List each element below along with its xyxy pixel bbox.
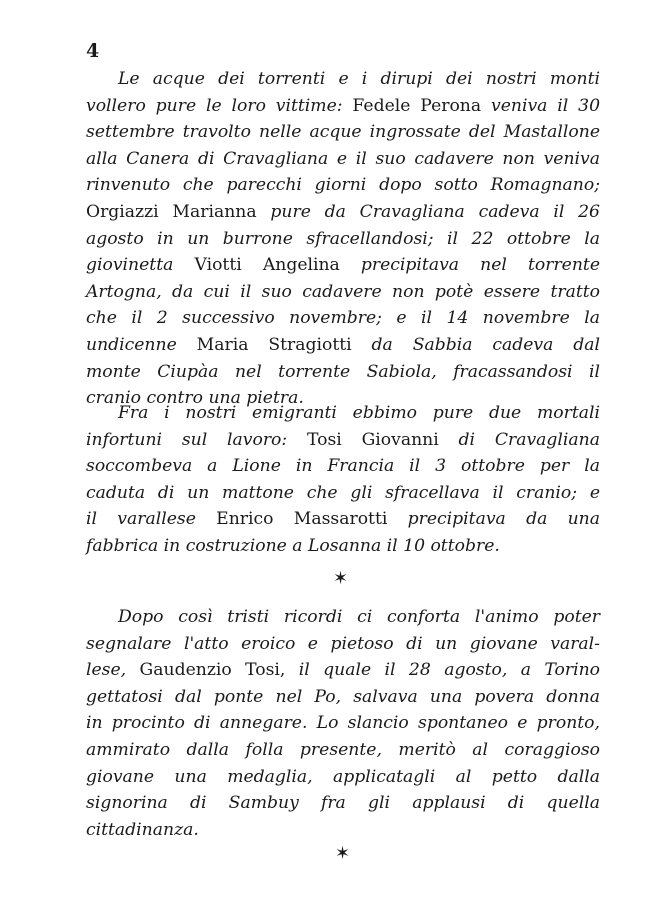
text-segment: caduta di un mattone che gli sfracellava il cranio; e [86, 482, 600, 503]
text-line [86, 631, 600, 658]
text-segment: in procinto di annegare. Lo slancio spontaneo e pronto, [86, 713, 600, 734]
text-line [86, 199, 600, 226]
text-line [86, 400, 600, 427]
text-segment: Dopo così tristi ricordi ci conforta l'animo poter [118, 607, 600, 627]
person-name: Enrico Massarotti [216, 509, 388, 530]
text-segment: vollero pure le loro vittime: [86, 95, 353, 116]
text-line [86, 604, 600, 631]
text-line [86, 657, 600, 684]
text-segment: monte Ciupàa nel torrente Sabiola, fracassandosi il [86, 361, 600, 382]
text-line [86, 817, 600, 844]
text-line [86, 359, 600, 386]
text-segment: da Sabbia cadeva dal [351, 334, 600, 355]
text-line [86, 453, 600, 480]
text-segment: ammirato dalla folla presente, meritò al coraggioso [86, 739, 600, 760]
text-segment: soccombeva a Lione in Francia il 3 ottobre per la [86, 456, 600, 477]
text-segment: il varallese [86, 509, 217, 530]
text-segment: gettatosi dal ponte nel Po, salvava una povera donna [86, 686, 600, 707]
person-name: Viotti Angelina [194, 255, 340, 276]
text-line [86, 172, 600, 199]
text-segment: cittadinanza. [86, 819, 199, 840]
paragraph-emigrants [86, 400, 600, 560]
text-segment: Fra i nostri emigranti ebbimo pure due mortali [118, 403, 600, 423]
text-segment: agosto in un burrone sfracellandosi; il 22 ottobre la [86, 228, 600, 249]
person-name: Maria Stragiotti [196, 334, 352, 355]
text-segment: lese, [86, 660, 140, 681]
person-name: Fedele Perona [352, 95, 482, 116]
text-segment: Artogna, da cui il suo cadavere non potè essere tratto [86, 281, 600, 302]
person-name: Orgiazzi Marianna [86, 201, 257, 222]
text-line [86, 764, 600, 791]
text-segment: precipitava nel torrente [339, 255, 600, 276]
paragraph-accidents [86, 66, 600, 412]
text-segment: di Cravagliana [438, 429, 600, 450]
text-line [86, 252, 600, 279]
text-segment: signorina di Sambuy fra gli applausi di quella [86, 793, 600, 814]
section-separator-star: ✶ [333, 568, 349, 589]
text-segment: undicenne [86, 334, 197, 355]
text-line [86, 506, 600, 533]
text-line [86, 93, 600, 120]
text-segment: infortuni sul lavoro: [86, 429, 307, 450]
text-segment: settembre travolto nelle acque ingrossate del Mastallone [86, 122, 600, 143]
text-segment: cranio contro una pietra. [86, 388, 304, 409]
text-segment: precipitava da una [387, 509, 600, 530]
text-line [86, 146, 600, 173]
text-line [86, 790, 600, 817]
person-name: Tosi Giovanni [306, 429, 439, 450]
text-segment: segnalare l'atto eroico e pietoso di un giovane varal- [86, 633, 600, 654]
text-segment: pure da Cravagliana cadeva il 26 [256, 201, 600, 222]
text-segment: alla Canera di Cravagliana e il suo cadavere non veniva [86, 148, 600, 169]
paragraph-heroic-act [86, 604, 600, 843]
text-segment: che il 2 successivo novembre; e il 14 novembre la [86, 308, 600, 329]
text-line [86, 226, 600, 253]
text-segment: rinvenuto che parecchi giorni dopo sotto Romagnano; [86, 175, 600, 196]
text-segment: giovinetta [86, 255, 195, 276]
text-line [86, 305, 600, 332]
text-segment: giovane una medaglia, applicatagli al petto dalla [86, 766, 600, 787]
page-number: 4 [86, 40, 100, 62]
text-segment: Le acque dei torrenti e i dirupi dei nostri monti [118, 69, 600, 89]
person-name: Gaudenzio Tosi, [139, 660, 286, 681]
text-line [86, 480, 600, 507]
text-line [86, 332, 600, 359]
section-separator-star: ✶ [335, 843, 351, 864]
text-line [86, 427, 600, 454]
text-line [86, 119, 600, 146]
text-line [86, 710, 600, 737]
text-segment: fabbrica in costruzione a Losanna il 10 ottobre. [86, 535, 500, 556]
text-line [86, 684, 600, 711]
text-line [86, 533, 600, 560]
text-segment: il quale il 28 agosto, a Torino [285, 660, 600, 681]
text-line [86, 737, 600, 764]
text-segment: veniva il 30 [481, 95, 600, 116]
text-line [86, 66, 600, 93]
text-line [86, 279, 600, 306]
